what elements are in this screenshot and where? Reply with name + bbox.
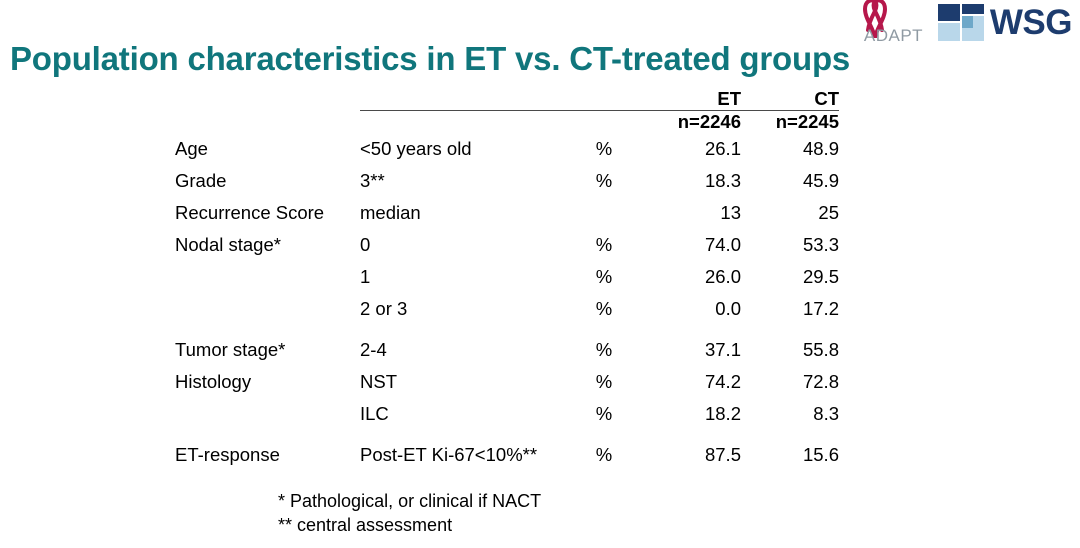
header-category: [175, 88, 360, 110]
logo-area: [842, 0, 1072, 52]
row-unit: [565, 197, 643, 229]
wsg-mark-icon: [938, 2, 984, 42]
row-ct-value: 8.3: [813, 403, 839, 424]
row-ct-value: 45.9: [802, 170, 839, 191]
wsg-logo-text: WSG: [989, 2, 1072, 42]
row-description: 2 or 3: [360, 298, 408, 319]
row-description: <50 years old: [360, 138, 472, 159]
row-category: Histology: [175, 371, 252, 392]
count-et: n=2246: [677, 111, 741, 132]
row-description: 0: [360, 234, 371, 255]
row-et-value: 74.2: [704, 371, 741, 392]
header-description: [360, 88, 565, 110]
row-category: [175, 261, 360, 293]
row-et-value: 87.5: [704, 444, 741, 465]
footnote-central-assessment: ** central assessment: [278, 515, 453, 536]
data-table: [175, 88, 839, 471]
count-ct: n=2245: [775, 111, 839, 132]
row-unit: %: [595, 170, 613, 191]
table-row: [175, 439, 839, 471]
row-category: Nodal stage*: [175, 234, 281, 255]
row-ct-value: 25: [818, 202, 839, 223]
table-header-row: [175, 88, 839, 110]
row-et-value: 26.1: [704, 138, 741, 159]
table-row: [175, 398, 839, 430]
row-unit: %: [595, 444, 613, 465]
table-row: [175, 293, 839, 325]
footnote-pathological: * Pathological, or clinical if NACT: [278, 491, 542, 511]
characteristics-table: [175, 88, 905, 471]
table-row: [175, 334, 839, 366]
table-count-row: [175, 111, 839, 133]
row-et-value: 13: [720, 202, 741, 223]
row-category: Tumor stage*: [175, 339, 286, 360]
row-description: 3**: [360, 170, 385, 191]
header-ct: CT: [814, 88, 839, 109]
header-unit: [565, 88, 643, 110]
row-category: [175, 398, 360, 430]
row-category: Age: [175, 138, 208, 159]
row-et-value: 26.0: [704, 266, 741, 287]
table-row: [175, 197, 839, 229]
row-unit: %: [595, 266, 613, 287]
adapt-logo: [842, 0, 928, 52]
row-category: ET-response: [175, 444, 280, 465]
row-et-value: 37.1: [704, 339, 741, 360]
table-row: [175, 165, 839, 197]
row-ct-value: 72.8: [802, 371, 839, 392]
table-row: [175, 261, 839, 293]
row-category: Recurrence Score: [175, 202, 325, 223]
row-ct-value: 17.2: [802, 298, 839, 319]
page-title: Population characteristics in ET vs. CT-treated groups: [10, 40, 851, 77]
footnotes: [278, 489, 541, 538]
table-body: [175, 133, 839, 471]
row-et-value: 0.0: [715, 298, 741, 319]
row-ct-value: 53.3: [802, 234, 839, 255]
wsg-logo: [938, 2, 1072, 42]
table-row: [175, 366, 839, 398]
row-category: Grade: [175, 170, 227, 191]
row-et-value: 18.3: [704, 170, 741, 191]
row-description: NST: [360, 371, 397, 392]
adapt-logo-text: ADAPT: [863, 26, 924, 45]
row-unit: %: [595, 403, 613, 424]
row-category: [175, 293, 360, 325]
row-unit: %: [595, 298, 613, 319]
row-unit: %: [595, 371, 613, 392]
row-et-value: 18.2: [704, 403, 741, 424]
row-ct-value: 29.5: [802, 266, 839, 287]
row-description: 1: [360, 266, 371, 287]
row-ct-value: 55.8: [802, 339, 839, 360]
row-ct-value: 48.9: [802, 138, 839, 159]
row-ct-value: 15.6: [802, 444, 839, 465]
row-et-value: 74.0: [704, 234, 741, 255]
row-unit: %: [595, 234, 613, 255]
header-et: ET: [717, 88, 741, 109]
row-description: median: [360, 202, 421, 223]
row-description: ILC: [360, 403, 389, 424]
row-unit: %: [595, 339, 613, 360]
table-row: [175, 229, 839, 261]
count-unit: [565, 111, 643, 133]
row-unit: %: [595, 138, 613, 159]
row-spacer: [175, 325, 839, 334]
table-row: [175, 133, 839, 165]
row-description: Post-ET Ki-67<10%**: [360, 444, 538, 465]
row-spacer: [175, 430, 839, 439]
count-category: [175, 111, 360, 133]
row-description: 2-4: [360, 339, 387, 360]
count-description: [360, 111, 565, 133]
